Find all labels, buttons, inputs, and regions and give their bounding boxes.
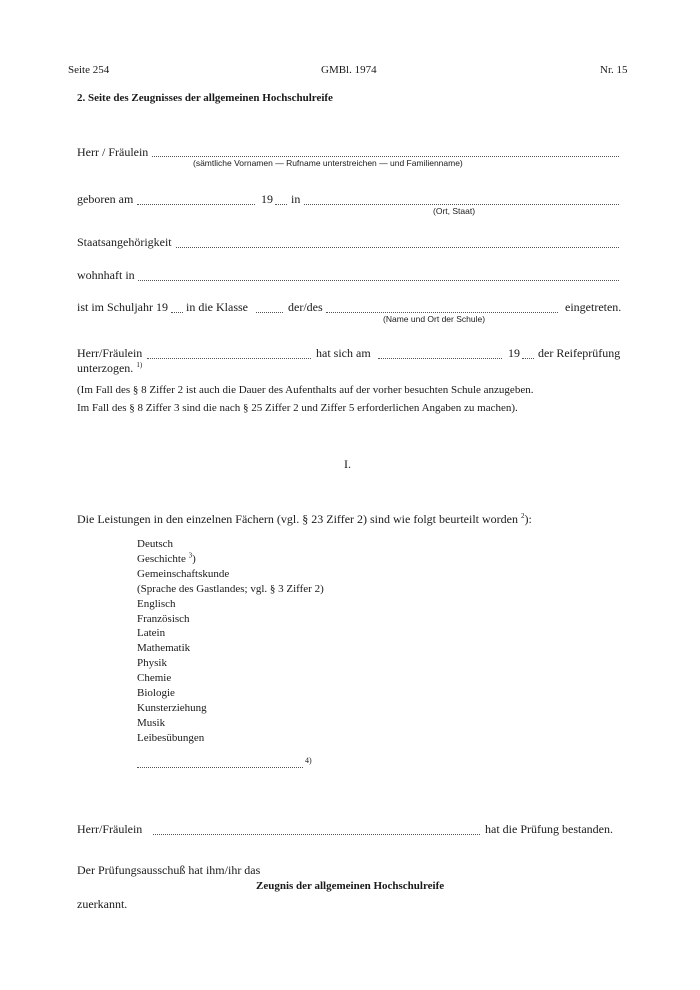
subject-item-geschichte: Geschichte $^3$) [137, 551, 196, 565]
ausschuss-text: Der Prüfungsausschuß hat ihm/ihr das [77, 863, 261, 877]
examyear-field-line [522, 357, 534, 359]
wohnhaft-label: wohnhaft in [77, 268, 135, 282]
subject-item: Biologie [137, 687, 175, 700]
bestanden-label: hat die Prüfung bestanden. [485, 822, 613, 836]
issue-number: Nr. 15 [600, 64, 628, 76]
subject-label: Geschichte [137, 552, 186, 565]
footnote-4: 4) [305, 756, 312, 765]
klasse-label: in die Klasse [186, 300, 248, 314]
leistungen-intro: Die Leistungen in den einzelnen Fächern (vgl. § 23 Ziffer 2) sind wie folgt beurteilt worden [77, 512, 518, 526]
schule-note: (Name und Ort der Schule) [383, 314, 486, 324]
schoolyear-field-line [171, 311, 183, 313]
note-line-1: (Im Fall des § 8 Ziffer 2 ist auch die Dauer des Aufenthalts auf der vorher besuchten Schule anzugeben. [77, 384, 534, 396]
subject-item: Französisch [137, 612, 190, 625]
section-title: 2. Seite des Zeugnisses der allgemeinen Hochschulreife [77, 92, 333, 104]
subject-item: Physik [137, 657, 167, 670]
class-field-line [256, 311, 283, 313]
journal-issue: GMBl. 1974 [321, 64, 377, 76]
name2-field-line [147, 357, 311, 359]
leistungen-end: ): [524, 512, 532, 526]
school-field-line [326, 311, 558, 313]
birthdate-field-line [137, 203, 255, 205]
ort-note: (Ort, Staat) [433, 206, 476, 216]
year-prefix: 19 [261, 192, 273, 206]
zuerkannt-text: zuerkannt. [77, 897, 128, 911]
unterzogen-text [77, 361, 142, 376]
eingetreten-label: eingetreten. [565, 300, 622, 314]
staat-label: Staatsangehörigkeit [77, 235, 172, 249]
year2-prefix: 19 [508, 346, 520, 360]
schuljahr-label: ist im Schuljahr 19 [77, 300, 168, 314]
closing-name-line [153, 833, 480, 835]
footnote-2: 2 [520, 512, 525, 520]
unterzogen-label: unterzogen. [77, 361, 134, 375]
examdate-field-line [378, 357, 502, 359]
names-note: (sämtliche Vornamen — Rufname unterstreichen — und Familienname) [193, 158, 463, 168]
subject-item: Deutsch [137, 538, 174, 550]
footnote-3: 3 [188, 551, 193, 560]
in-label: in [291, 192, 301, 206]
herr-label: Herr / Fräulein [77, 145, 149, 159]
residence-field-line [138, 279, 619, 281]
derdes-label: der/des [288, 300, 323, 314]
subjects-list [137, 537, 324, 746]
subject-item: Englisch [137, 597, 176, 610]
subject-item: Kunsterziehung [137, 701, 207, 714]
page-number: Seite 254 [68, 64, 110, 76]
reifepruefung-label: der Reifeprüfung [538, 346, 621, 360]
subject-item: Musik [137, 716, 166, 729]
subject-item: Leibesübungen [137, 731, 205, 744]
subject-item: Chemie [137, 672, 172, 685]
extra-subject-line [137, 766, 303, 768]
subject-item: Gemeinschaftskunde [137, 567, 230, 580]
leistungen-intro-line [77, 512, 532, 527]
subject-item: (Sprache des Gastlandes; vgl. § 3 Ziffer 2) [137, 582, 324, 595]
subject-item: Latein [137, 627, 166, 640]
note-line-2: Im Fall des § 8 Ziffer 3 sind die nach § 25 Ziffer 2 und Ziffer 5 erforderlichen Angaben zu machen). [77, 402, 518, 414]
zeugnis-title: Zeugnis der allgemeinen Hochschulreife [256, 880, 445, 892]
name-field-line [152, 155, 619, 157]
nationality-field-line [176, 246, 619, 248]
closing-herr-label: Herr/Fräulein [77, 822, 143, 836]
herr2-label: Herr/Fräulein [77, 346, 143, 360]
subject-item: Mathematik [137, 642, 191, 655]
birthyear-field-line [275, 203, 287, 205]
footnote-1: 1) [136, 361, 143, 369]
birthplace-field-line [304, 203, 619, 205]
hat-sich-label: hat sich am [316, 346, 371, 360]
roman-heading: I. [344, 457, 351, 471]
geboren-label: geboren am [77, 192, 134, 206]
